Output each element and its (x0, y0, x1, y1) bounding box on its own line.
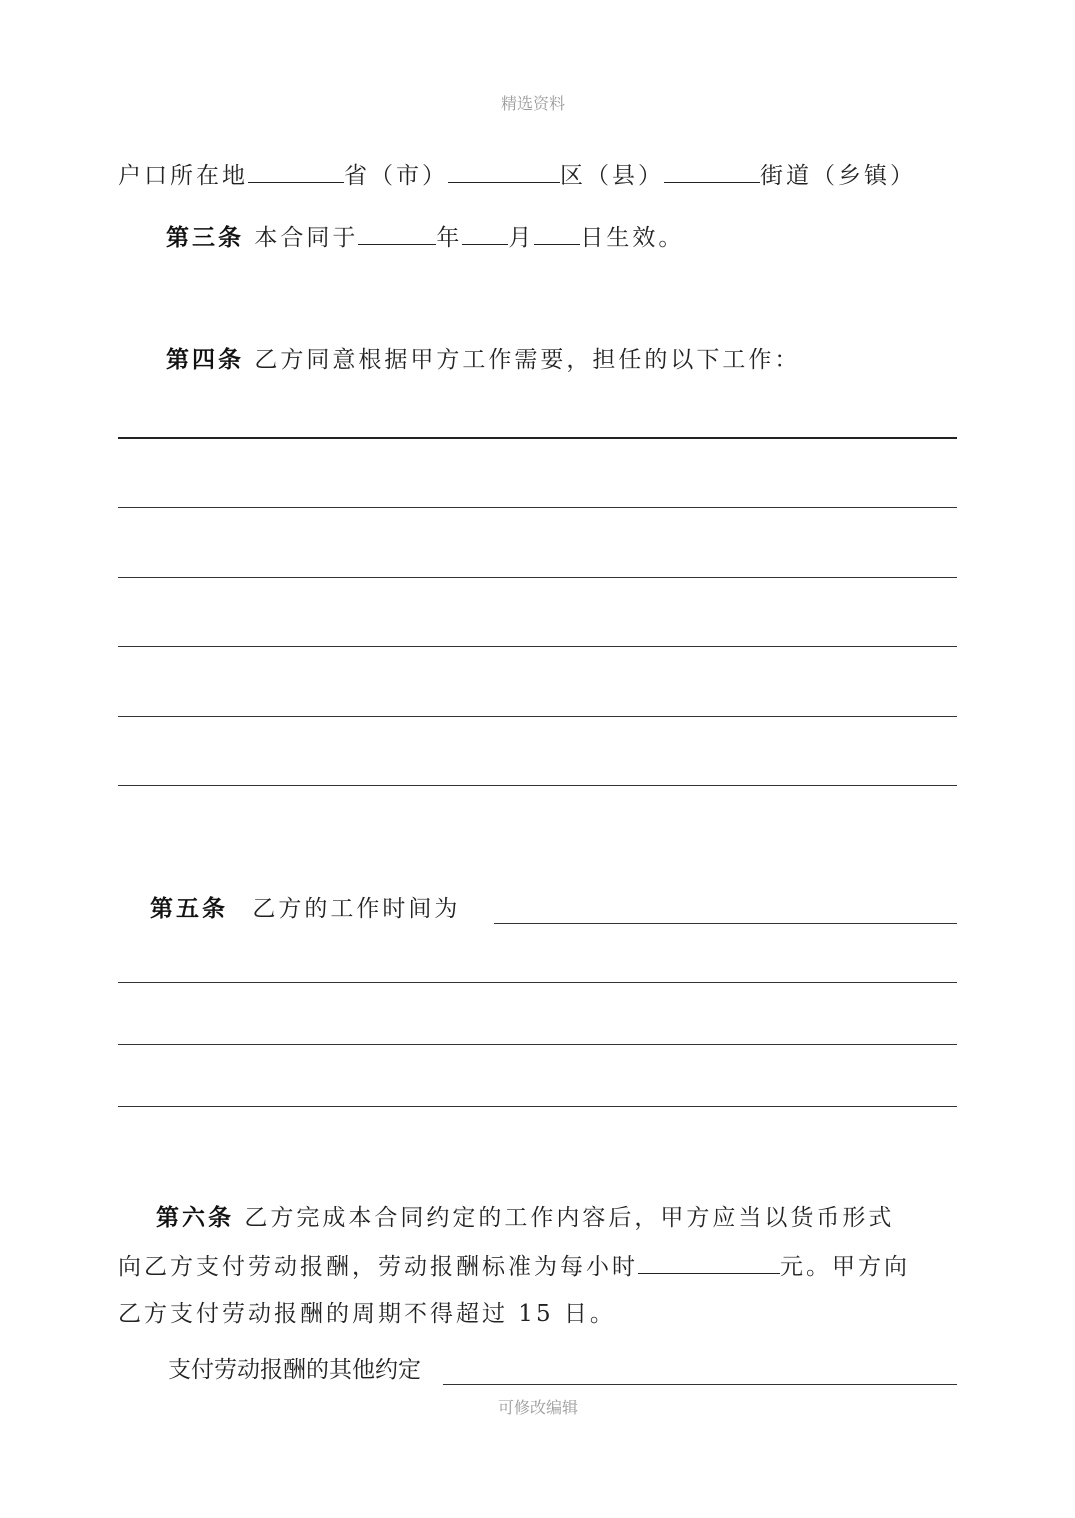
district-label: 区（县） (560, 163, 664, 189)
article-3-title: 第三条 (166, 224, 244, 251)
article-6-line-2 (118, 1251, 910, 1282)
article-6-title: 第六条 (156, 1204, 234, 1231)
month-blank[interactable] (462, 222, 508, 245)
article-6-text-1: 乙方完成本合同约定的工作内容后，甲方应当以货币形式 (244, 1205, 895, 1231)
article-6-line-1 (156, 1203, 894, 1233)
article-4-line-4[interactable] (118, 646, 957, 647)
month-label: 月 (508, 225, 535, 251)
work-time-blank[interactable] (494, 923, 957, 924)
article-4 (166, 345, 800, 375)
article-4-line-6[interactable] (118, 785, 957, 786)
other-agreement-blank[interactable] (443, 1384, 957, 1385)
year-blank[interactable] (358, 222, 436, 245)
other-agreement: 支付劳动报酬的其他约定 (168, 1357, 421, 1383)
article-4-line-3[interactable] (118, 577, 957, 578)
year-label: 年 (436, 225, 463, 251)
article-3-text-a: 本合同于 (254, 225, 359, 251)
residence-line (118, 160, 916, 191)
district-blank[interactable] (448, 160, 560, 183)
province-label: 省（市） (344, 163, 448, 189)
article-5-title: 第五条 (150, 895, 228, 922)
article-4-line-1[interactable] (118, 437, 957, 439)
article-4-line-5[interactable] (118, 716, 957, 717)
day-blank[interactable] (534, 222, 580, 245)
hourly-pay-blank[interactable] (638, 1251, 780, 1274)
street-label: 街道（乡镇） (760, 163, 916, 189)
article-5-line-2[interactable] (118, 982, 957, 983)
article-5 (150, 894, 460, 924)
article-4-title: 第四条 (166, 346, 244, 373)
article-3 (166, 222, 684, 253)
province-blank[interactable] (248, 160, 344, 183)
residence-label: 户口所在地 (118, 163, 248, 189)
article-5-text: 乙方的工作时间为 (252, 896, 461, 922)
article-3-text-b: 日生效。 (580, 225, 685, 251)
page-header: 精选资料 (501, 94, 566, 113)
article-4-line-2[interactable] (118, 507, 957, 508)
article-5-line-3[interactable] (118, 1044, 957, 1045)
article-6-text-2b: 元。甲方向 (780, 1254, 910, 1280)
article-4-text: 乙方同意根据甲方工作需要，担任的以下工作： (254, 347, 801, 373)
street-blank[interactable] (664, 160, 760, 183)
article-5-line-4[interactable] (118, 1106, 957, 1107)
article-6-line-3: 乙方支付劳动报酬的周期不得超过 15 日。 (118, 1301, 616, 1327)
page-footer: 可修改编辑 (498, 1398, 579, 1417)
article-6-text-2a: 向乙方支付劳动报酬，劳动报酬标准为每小时 (118, 1254, 638, 1280)
